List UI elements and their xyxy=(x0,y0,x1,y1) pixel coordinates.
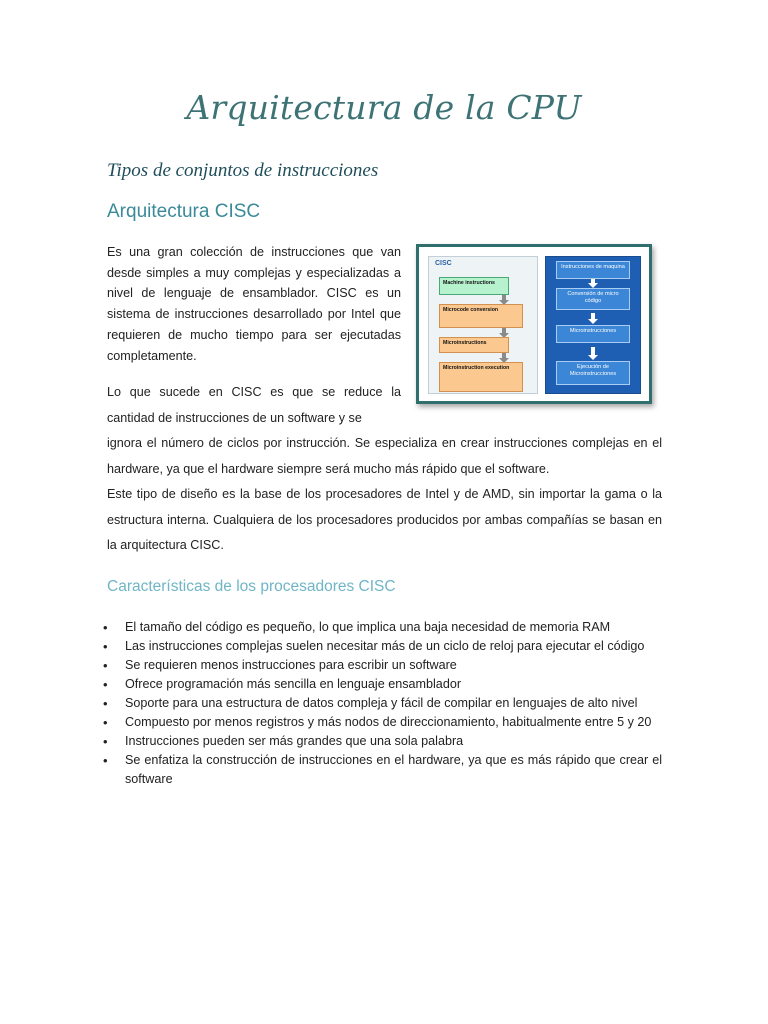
list-item-text: Las instrucciones complejas suelen necesitar más de un ciclo de reloj para ejecutar el código xyxy=(125,639,645,653)
diagram-arrow xyxy=(591,313,595,320)
diagram-step-conversion-microcodigo: Conversión de micro código xyxy=(556,288,630,310)
bullet-marker: • xyxy=(103,620,108,635)
list-item-text: Soporte para una estructura de datos compleja y fácil de compilar en lenguajes de alto nivel xyxy=(125,696,638,710)
bullet-marker: • xyxy=(103,658,108,673)
cisc-diagram-spanish-panel xyxy=(545,256,641,394)
diagram-step-microinstruction-execution: Microinstruction execution xyxy=(439,362,523,392)
list-item xyxy=(103,732,662,751)
bullet-marker: • xyxy=(103,753,108,768)
diagram-step-machine-instructions: Machine instructions xyxy=(439,277,509,295)
paragraph-intel-amd: Este tipo de diseño es la base de los procesadores de Intel y de AMD, sin importar la gama o la estructura interna. Cualquiera de los procesadores producidos por ambas compañías se basan en la arquitectura CISC. xyxy=(107,487,662,552)
list-item-text: Compuesto por menos registros y más nodos de direccionamiento, habitualmente entre 5 y 20 xyxy=(125,715,652,729)
diagram-arrow xyxy=(591,347,595,356)
bullet-marker: • xyxy=(103,696,108,711)
list-item xyxy=(103,694,662,713)
list-item xyxy=(103,713,662,732)
cisc-diagram-english-panel xyxy=(428,256,538,394)
diagram-arrow xyxy=(502,353,506,359)
cisc-diagram-tag: CISC xyxy=(435,260,452,267)
bullet-marker: • xyxy=(103,639,108,654)
document-subtitle: Tipos de conjuntos de instrucciones xyxy=(107,160,379,181)
paragraph-cisc-definition: Es una gran colección de instrucciones que van desde simples a muy complejas y especializadas a nivel de lenguaje de ensamblador. CISC es un sistema de instrucciones desarrollado por Intel que requieren de mucho tiempo para ser ejecutadas completamente. xyxy=(107,245,401,363)
diagram-arrow xyxy=(591,279,595,284)
list-item-text: Instrucciones pueden ser más grandes que una sola palabra xyxy=(125,734,464,748)
bullet-marker: • xyxy=(103,734,108,749)
list-item-text: El tamaño del código es pequeño, lo que implica una baja necesidad de memoria RAM xyxy=(125,620,611,634)
diagram-step-ejecucion-microinstrucciones: Ejecución de Microinstrucciones xyxy=(556,361,630,385)
list-item xyxy=(103,637,662,656)
section-heading-characteristics: Características de los procesadores CISC xyxy=(107,578,396,595)
list-item xyxy=(103,675,662,694)
section-heading-cisc: Arquitectura CISC xyxy=(107,201,261,222)
page-title: Arquitectura de la CPU xyxy=(186,88,582,127)
paragraph-cisc-behavior-continued: ignora el número de ciclos por instrucción. Se especializa en crear instrucciones complejas en el hardware, ya que el hardware siempre será mucho más rápido que el software. xyxy=(107,436,662,476)
list-item xyxy=(103,618,662,637)
diagram-arrow xyxy=(502,295,506,301)
list-item xyxy=(103,656,662,675)
list-item-text: Se requieren menos instrucciones para escribir un software xyxy=(125,658,457,672)
diagram-step-microinstructions: Microinstructions xyxy=(439,337,509,353)
diagram-step-instrucciones-maquina: Instrucciones de maquina xyxy=(556,261,630,279)
characteristics-list xyxy=(103,618,662,789)
diagram-step-microinstrucciones: Microinstrucciones xyxy=(556,325,630,343)
diagram-step-microcode-conversion: Microcode conversion xyxy=(439,304,523,328)
list-item-text: Ofrece programación más sencilla en lenguaje ensamblador xyxy=(125,677,462,691)
bullet-marker: • xyxy=(103,715,108,730)
diagram-arrow xyxy=(502,328,506,334)
list-item-text: Se enfatiza la construcción de instrucciones en el hardware, ya que es más rápido que crear el software xyxy=(125,753,662,786)
paragraph-cisc-behavior-start: Lo que sucede en CISC es que se reduce la cantidad de instrucciones de un software y se xyxy=(107,385,401,425)
cisc-diagram-figure xyxy=(416,244,652,404)
list-item xyxy=(103,751,662,789)
bullet-marker: • xyxy=(103,677,108,692)
